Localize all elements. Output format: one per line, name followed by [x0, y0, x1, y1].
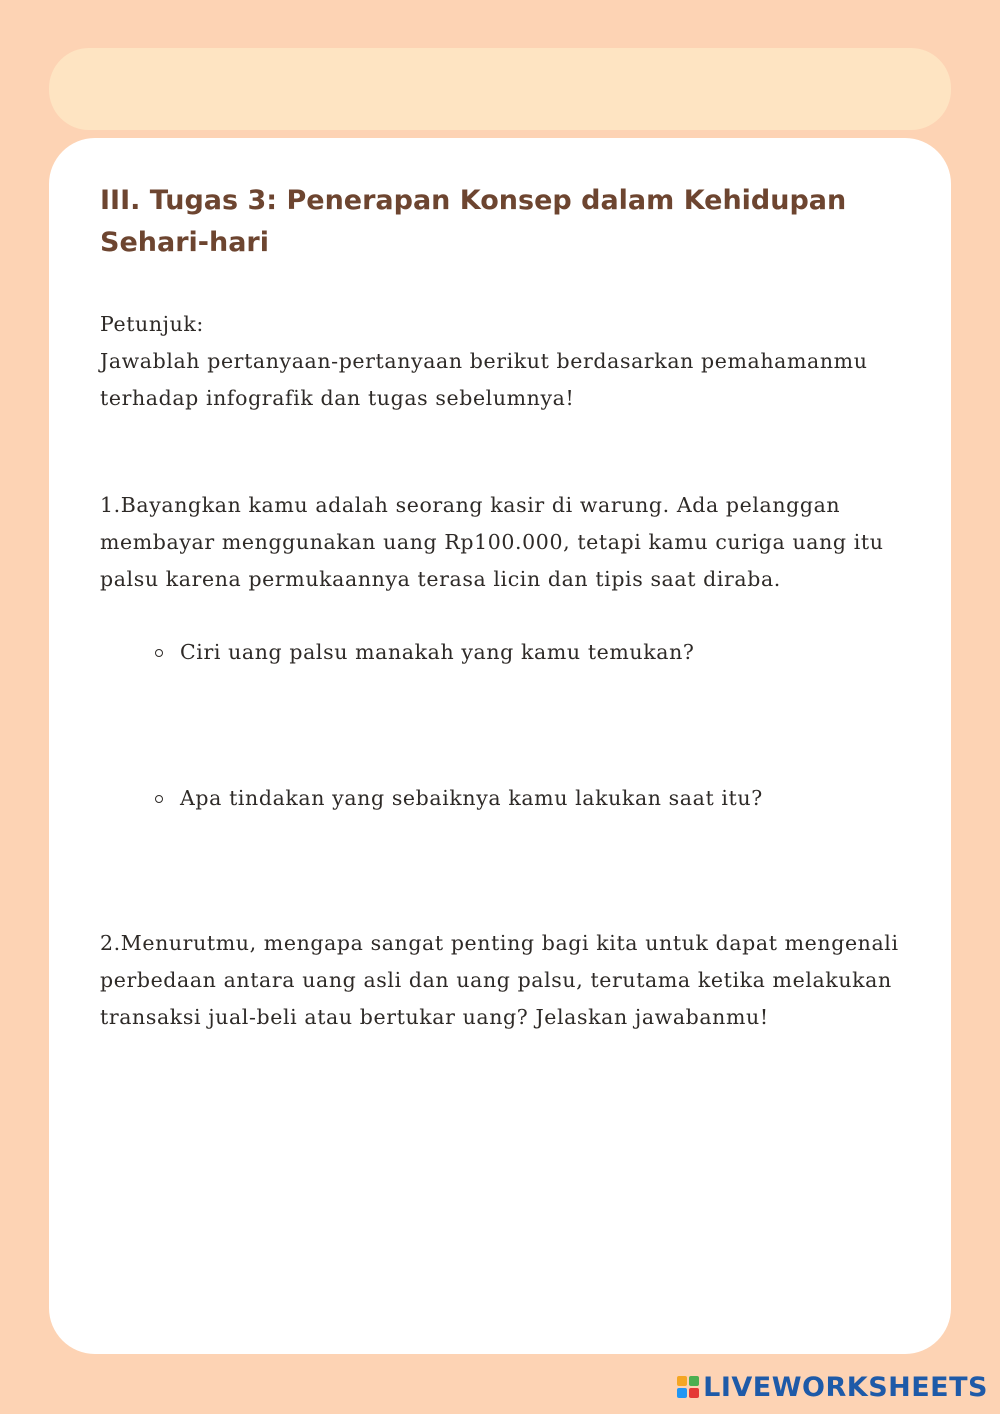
bullet-icon [155, 649, 163, 657]
bullet-icon [155, 795, 163, 803]
instructions-text: Jawablah pertanyaan-pertanyaan berikut berdasarkan pemahamanmu terhadap infografik dan tugas sebelumnya! [100, 349, 868, 410]
logo-square [689, 1388, 699, 1398]
question-2-text: 2.Menurutmu, mengapa sangat penting bagi kita untuk dapat mengenali perbedaan antara uang asli dan uang palsu, terutama ketika melakukan transaksi jual-beli atau bertukar uang? Jelaskan jawabanmu! [100, 931, 899, 1029]
logo-square [677, 1376, 687, 1386]
logo-square [677, 1388, 687, 1398]
logo-text: LIVEWORKSHEETS [703, 1371, 988, 1403]
question-1-sub-a: Ciri uang palsu manakah yang kamu temukan? [180, 640, 695, 664]
header-banner [49, 48, 951, 130]
logo-square [689, 1376, 699, 1386]
logo-mark-icon [677, 1376, 699, 1398]
page-title: III. Tugas 3: Penerapan Konsep dalam Kehidupan Sehari-hari [100, 185, 847, 258]
question-1-text: 1.Bayangkan kamu adalah seorang kasir di warung. Ada pelanggan membayar menggunakan uang Rp100.000, tetapi kamu curiga uang itu palsu karena permukaannya terasa licin dan tipis saat diraba. [100, 493, 884, 591]
instructions [100, 306, 900, 417]
liveworksheets-logo[interactable] [677, 1370, 988, 1404]
question-1-sub-b: Apa tindakan yang sebaiknya kamu lakukan saat itu? [180, 786, 763, 810]
instructions-label: Petunjuk: [100, 312, 204, 336]
